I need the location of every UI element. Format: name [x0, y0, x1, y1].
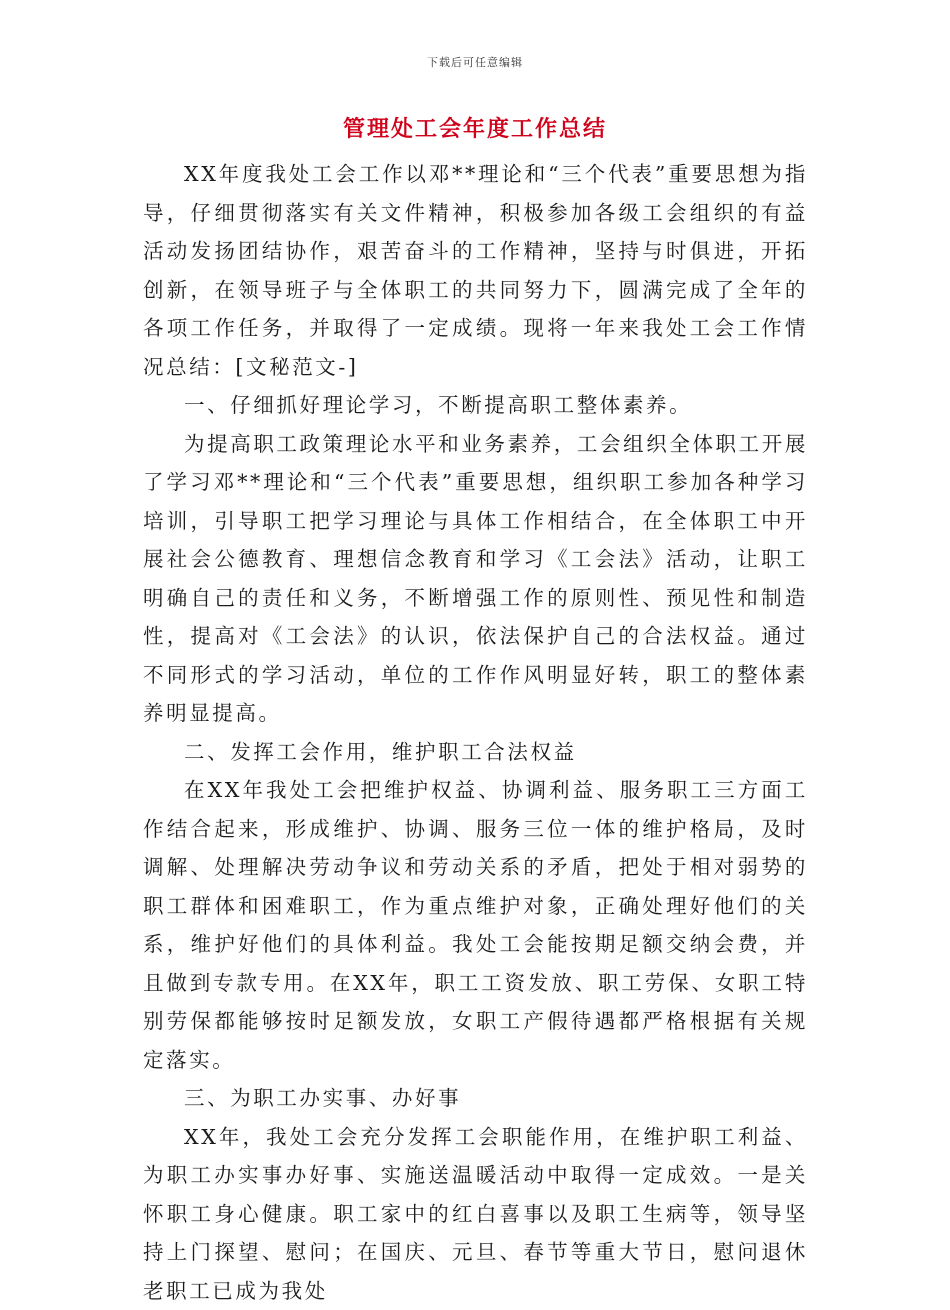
document-title: 管理处工会年度工作总结 [0, 112, 950, 143]
paragraph-section-2: 在XX年我处工会把维护权益、协调利益、服务职工三方面工作结合起来，形成维护、协调、服务三位一体的维护格局，及时调解、处理解决劳动争议和劳动关系的矛盾，把处于相对弱势的职工群体和困难职工，作为重点维护对象，正确处理好他们的关系，维护好他们的具体利益。我处工会能按期足额交纳会费，并且做到专款专用。在XX年，职工工资发放、职工劳保、女职工特别劳保都能够按时足额发放，女职工产假待遇都严格根据有关规定落实。 [143, 771, 808, 1079]
section-heading-1: 一、仔细抓好理论学习，不断提高职工整体素养。 [143, 386, 808, 425]
paragraph-section-1: 为提高职工政策理论水平和业务素养，工会组织全体职工开展了学习邓**理论和“三个代表”重要思想，组织职工参加各种学习培训，引导职工把学习理论与具体工作相结合，在全体职工中开展社会公德教育、理想信念教育和学习《工会法》活动，让职工明确自己的责任和义务，不断增强工作的原则性、预见性和制造性，提高对《工会法》的认识，依法保护自己的合法权益。通过不同形式的学习活动，单位的工作作风明显好转，职工的整体素养明显提高。 [143, 425, 808, 733]
paragraph-intro: XX年度我处工会工作以邓**理论和“三个代表”重要思想为指导，仔细贯彻落实有关文件精神，积极参加各级工会组织的有益活动发扬团结协作，艰苦奋斗的工作精神，坚持与时俱进，开拓创新，在领导班子与全体职工的共同努力下，圆满完成了全年的各项工作任务，并取得了一定成绩。现将一年来我处工会工作情况总结：[文秘范文-] [143, 155, 808, 386]
header-note: 下载后可任意编辑 [0, 54, 950, 70]
paragraph-section-3: XX年，我处工会充分发挥工会职能作用，在维护职工利益、为职工办实事办好事、实施送温暖活动中取得一定成效。一是关怀职工身心健康。职工家中的红白喜事以及职工生病等，领导坚持上门探望、慰问；在国庆、元旦、春节等重大节日，慰问退休老职工已成为我处 [143, 1118, 808, 1310]
document-body [143, 155, 808, 1310]
section-heading-2: 二、发挥工会作用，维护职工合法权益 [143, 733, 808, 772]
section-heading-3: 三、为职工办实事、办好事 [143, 1079, 808, 1118]
